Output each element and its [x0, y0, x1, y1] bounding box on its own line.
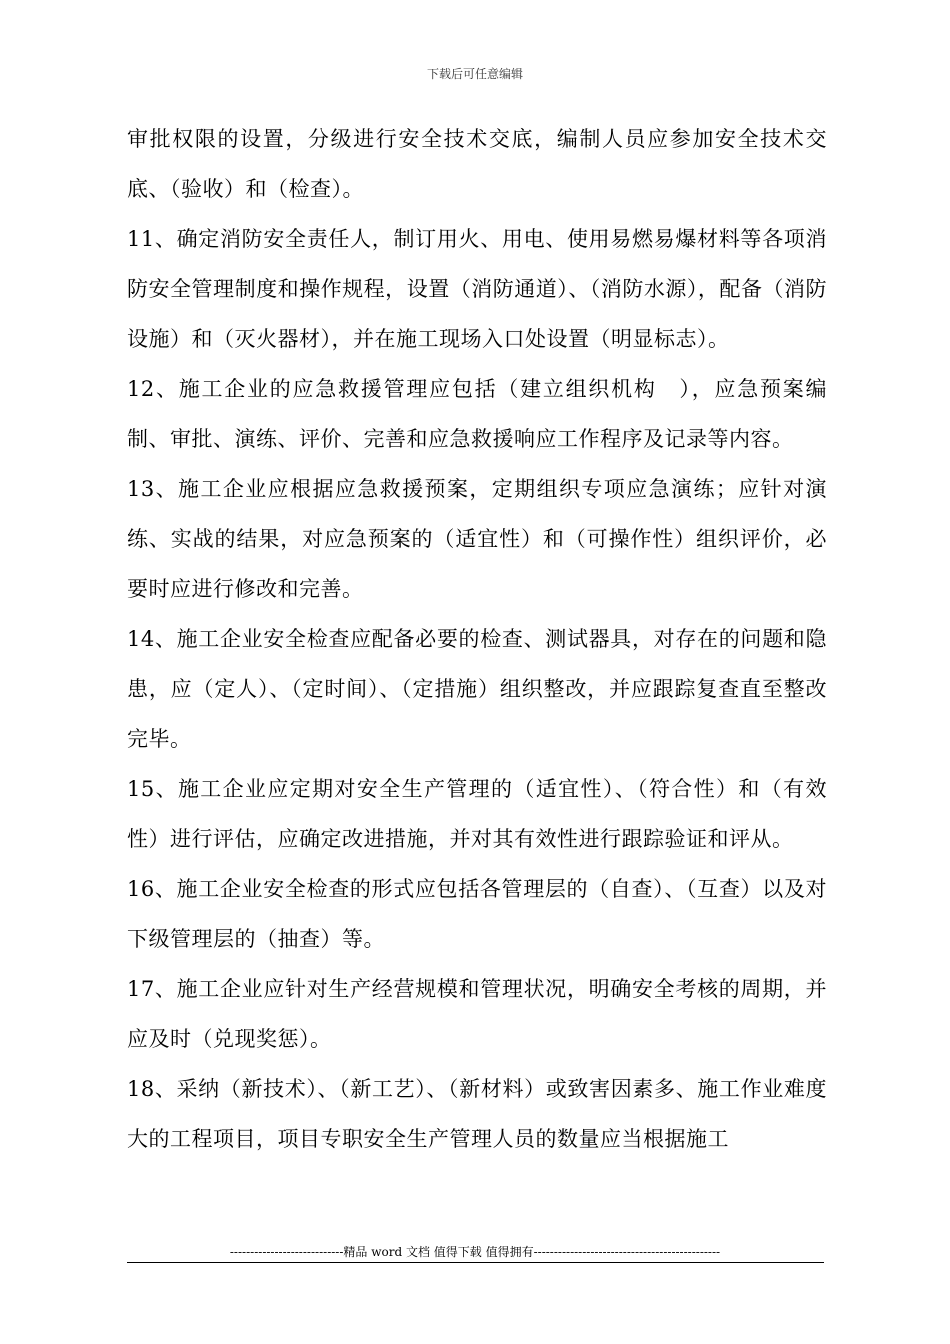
paragraph-item-11: 11、确定消防安全责任人，制订用火、用电、使用易燃易爆材料等各项消防安全管理制度和操作规程，设置（消防通道）、（消防水源），配备（消防设施）和（灭火器材），并在施工现场入口处设置（明显标志）。 [127, 227, 827, 351]
paragraph-item-14: 14、施工企业安全检查应配备必要的检查、测试器具，对存在的问题和隐患，应（定人）、（定时间）、（定措施）组织整改，并应跟踪复查直至整改完毕。 [127, 627, 827, 751]
document-body [127, 114, 827, 1164]
page-footer: ----------------------------精品 word 文档 值得下载 值得拥有---------------------------------------------- [229, 1245, 721, 1259]
paragraph-item-13: 13、施工企业应根据应急救援预案，定期组织专项应急演练；应针对演练、实战的结果，对应急预案的（适宜性）和（可操作性）组织评价，必要时应进行修改和完善。 [127, 477, 827, 601]
footer-divider [127, 1262, 824, 1263]
paragraph-item-12: 12、施工企业的应急救援管理应包括（建立组织机构 ），应急预案编制、审批、演练、评价、完善和应急救援响应工作程序及记录等内容。 [127, 377, 827, 451]
paragraph-item-17: 17、施工企业应针对生产经营规模和管理状况，明确安全考核的周期，并应及时（兑现奖惩）。 [127, 977, 827, 1051]
paragraph-item-16: 16、施工企业安全检查的形式应包括各管理层的（自查）、（互查）以及对下级管理层的（抽查）等。 [127, 877, 827, 951]
paragraph-item-18: 18、采纳（新技术）、（新工艺）、（新材料）或致害因素多、施工作业难度大的工程项目，项目专职安全生产管理人员的数量应当根据施工 [127, 1077, 827, 1151]
paragraph-continuation: 审批权限的设置，分级进行安全技术交底，编制人员应参加安全技术交底、（验收）和（检查）。 [127, 127, 827, 201]
paragraph-item-15: 15、施工企业应定期对安全生产管理的（适宜性）、（符合性）和（有效性）进行评估，应确定改进措施，并对其有效性进行跟踪验证和评从。 [127, 777, 827, 851]
page-header: 下载后可任意编辑 [426, 67, 523, 81]
